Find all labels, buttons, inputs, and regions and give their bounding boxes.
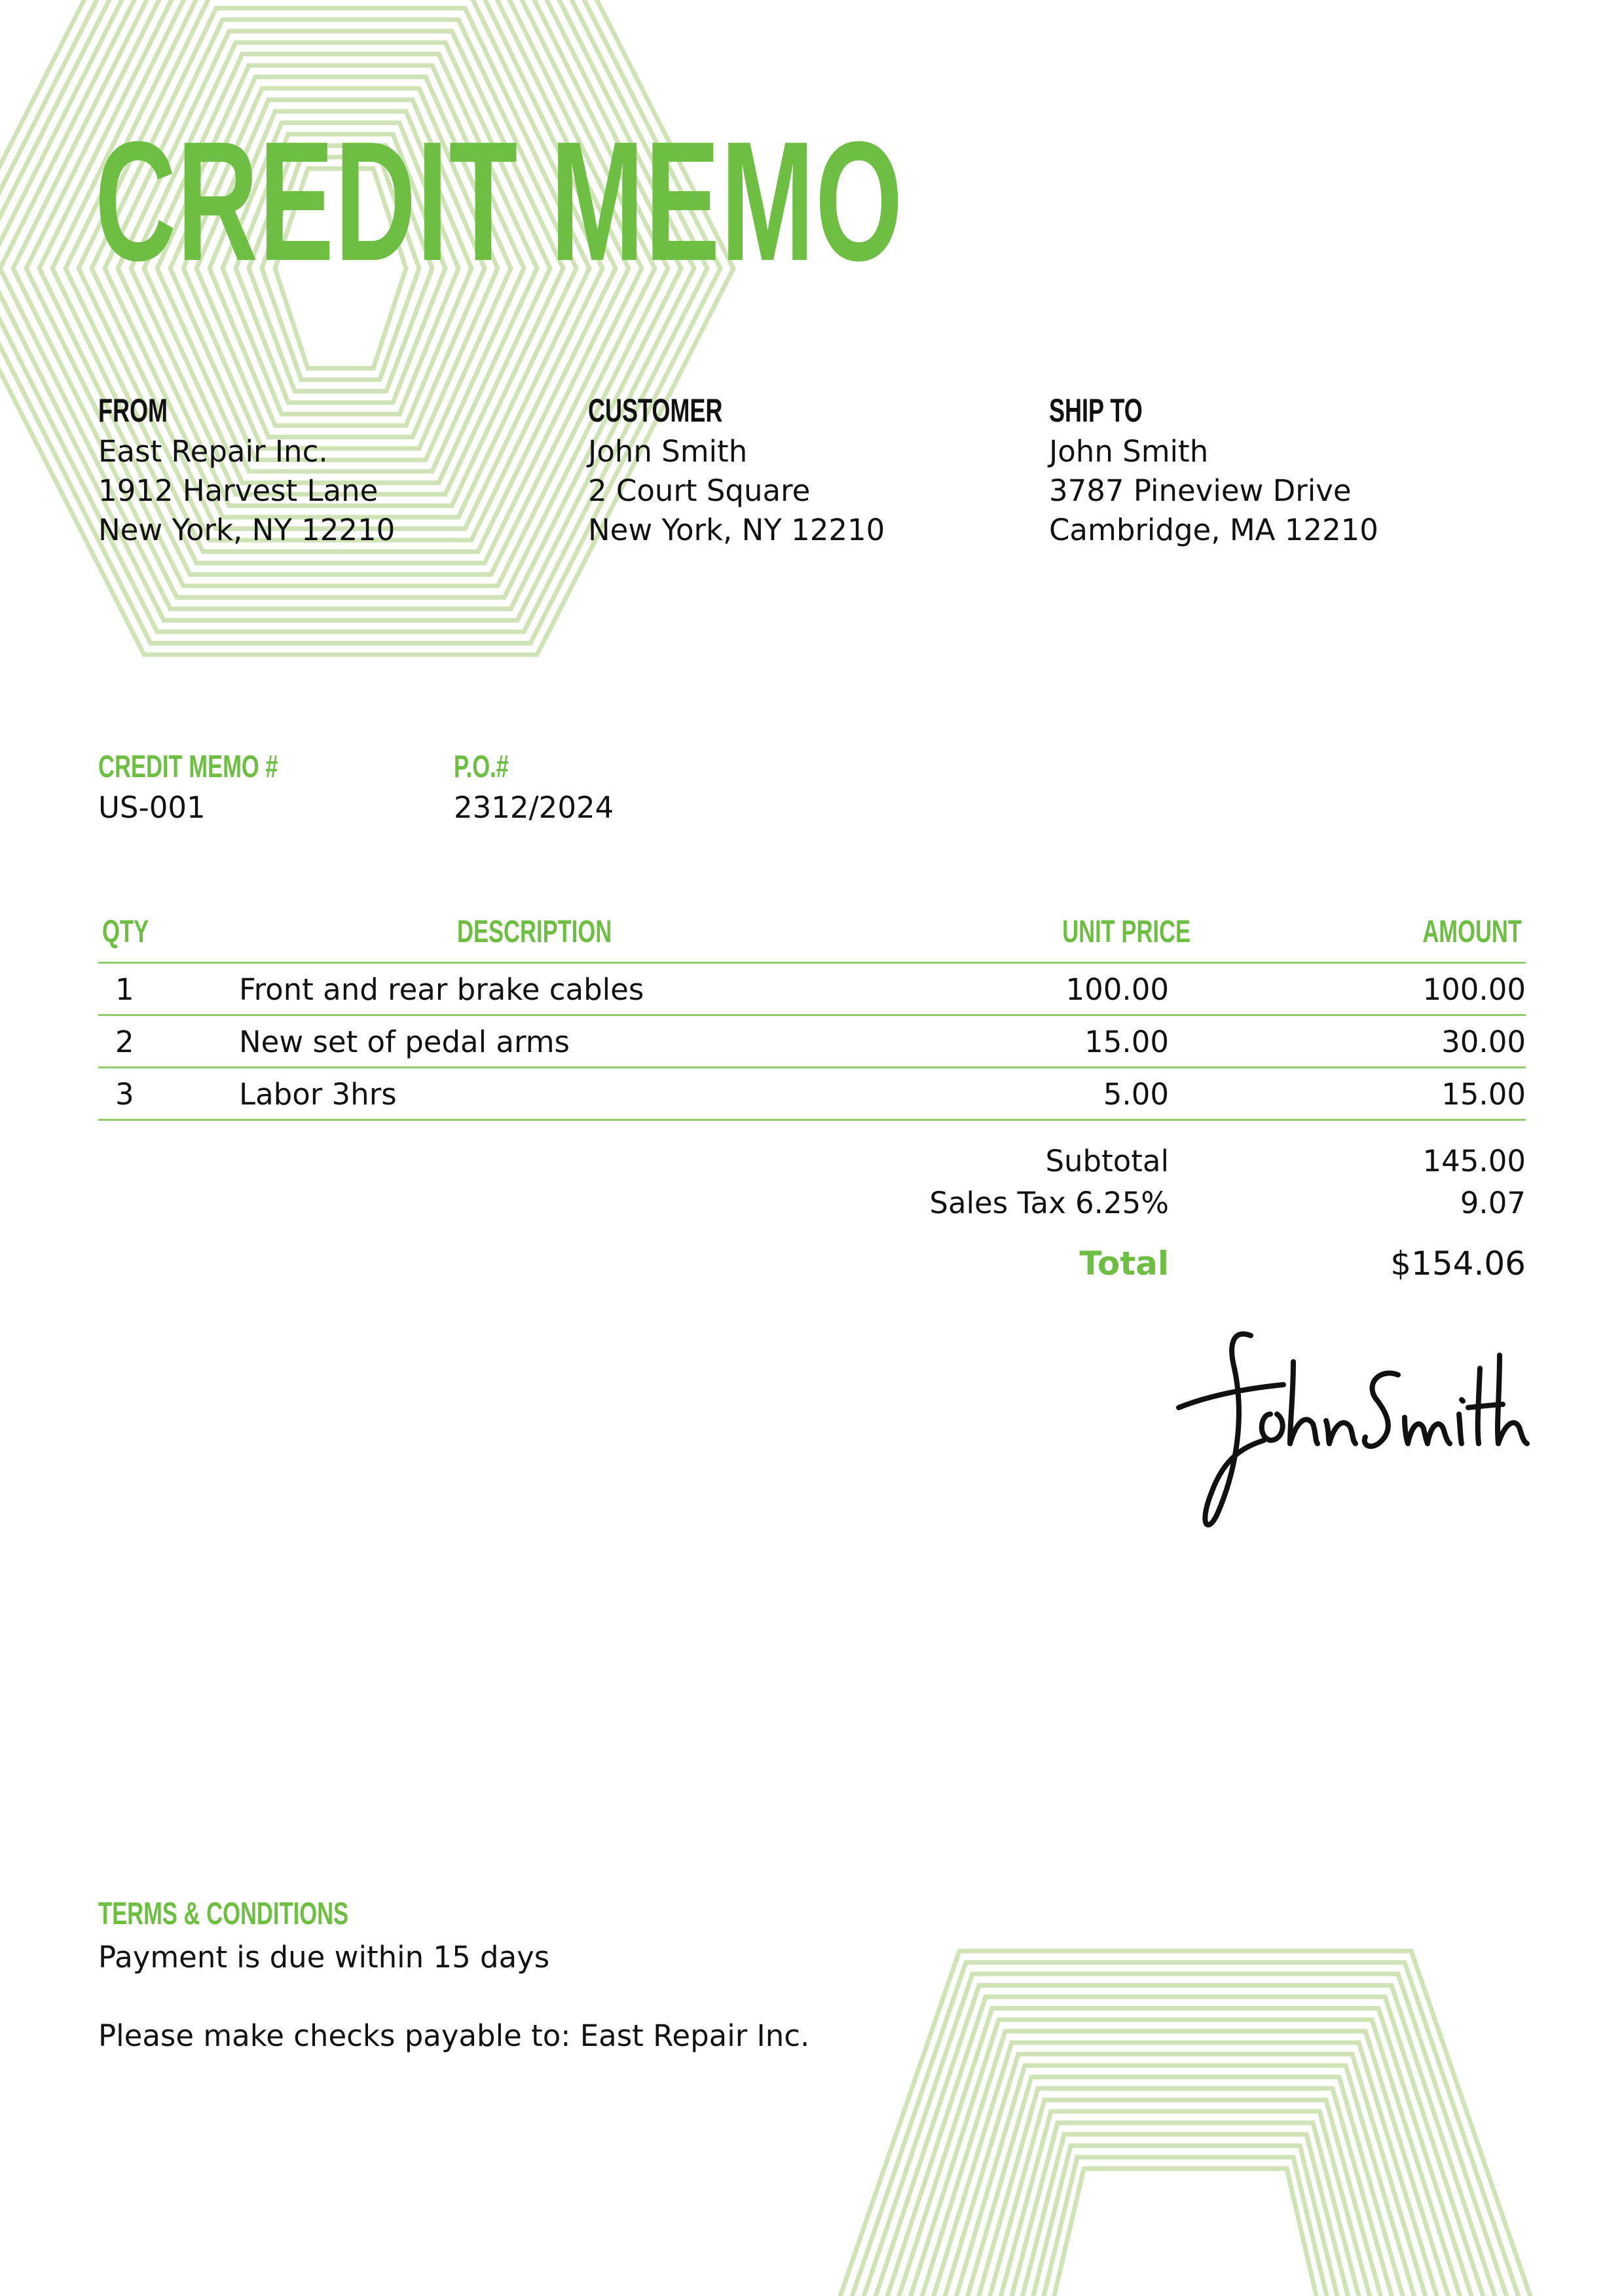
ship-to-block	[1049, 394, 1378, 550]
row-description: New set of pedal arms	[239, 1025, 570, 1059]
hexagon-outline	[982, 2169, 1388, 2296]
subtotal-label: Subtotal	[1045, 1144, 1169, 1178]
header-unit-price: UNIT PRICE	[1062, 915, 1191, 949]
row-qty: 3	[115, 1077, 134, 1112]
header-qty: QTY	[102, 915, 149, 949]
row-unit-price: 100.00	[1065, 972, 1169, 1007]
sales-tax-value: 9.07	[1460, 1186, 1526, 1220]
sales-tax-label: Sales Tax 6.25%	[929, 1186, 1169, 1220]
customer-street: 2 Court Square	[588, 473, 811, 508]
header-amount-wrap	[1375, 917, 1522, 948]
row-unit-price: 5.00	[1103, 1077, 1169, 1112]
from-label: FROM	[98, 392, 168, 429]
po-number-label: P.O.#	[454, 750, 509, 784]
row-amount: 30.00	[1441, 1025, 1526, 1059]
document-title: CREDIT MEMO	[95, 107, 904, 297]
total-value: $154.06	[1390, 1245, 1526, 1283]
total-label: Total	[1079, 1245, 1169, 1283]
hexagon-pattern-top	[0, 0, 760, 668]
row-qty: 2	[115, 1025, 134, 1059]
row-description: Front and rear brake cables	[239, 972, 644, 1007]
terms-block	[98, 1899, 809, 2056]
ship-to-label: SHIP TO	[1049, 392, 1143, 429]
header-amount: AMOUNT	[1422, 915, 1522, 949]
po-number-block	[454, 752, 614, 828]
ship-to-city: Cambridge, MA 12210	[1049, 513, 1378, 547]
row-unit-price: 15.00	[1084, 1025, 1169, 1059]
customer-city: New York, NY 12210	[588, 513, 885, 547]
memo-number-block	[98, 752, 348, 828]
terms-line-1: Payment is due within 15 days	[98, 1940, 550, 1975]
customer-block	[588, 394, 885, 550]
customer-name: John Smith	[588, 434, 748, 469]
table-bottom-rule	[98, 1119, 1526, 1121]
terms-line-2: Please make checks payable to: East Repair Inc.	[98, 2018, 810, 2053]
row-rule	[98, 1066, 1526, 1068]
signature	[1172, 1316, 1532, 1545]
terms-label: TERMS & CONDITIONS	[98, 1897, 349, 1931]
memo-number-label: CREDIT MEMO #	[98, 750, 278, 784]
ship-to-name: John Smith	[1049, 434, 1209, 469]
hexagon-outline	[747, 1963, 1624, 2296]
row-amount: 100.00	[1422, 972, 1526, 1007]
po-number-value: 2312/2024	[454, 790, 614, 825]
memo-number-value: US-001	[98, 790, 206, 825]
header-description: DESCRIPTION	[457, 915, 612, 949]
from-city: New York, NY 12210	[98, 513, 396, 547]
from-street: 1912 Harvest Lane	[98, 473, 378, 508]
customer-label: CUSTOMER	[588, 392, 723, 429]
row-rule	[98, 1014, 1526, 1016]
hexagon-pattern-bottom	[720, 1846, 1624, 2296]
subtotal-value: 145.00	[1422, 1144, 1526, 1178]
from-block	[98, 394, 395, 550]
row-qty: 1	[115, 972, 134, 1007]
from-name: East Repair Inc.	[98, 434, 328, 469]
ship-to-street: 3787 Pineview Drive	[1049, 473, 1352, 508]
table-header-rule	[98, 962, 1526, 964]
header-unit-price-wrap	[1022, 915, 1191, 949]
row-description: Labor 3hrs	[239, 1077, 397, 1112]
row-amount: 15.00	[1441, 1077, 1526, 1112]
